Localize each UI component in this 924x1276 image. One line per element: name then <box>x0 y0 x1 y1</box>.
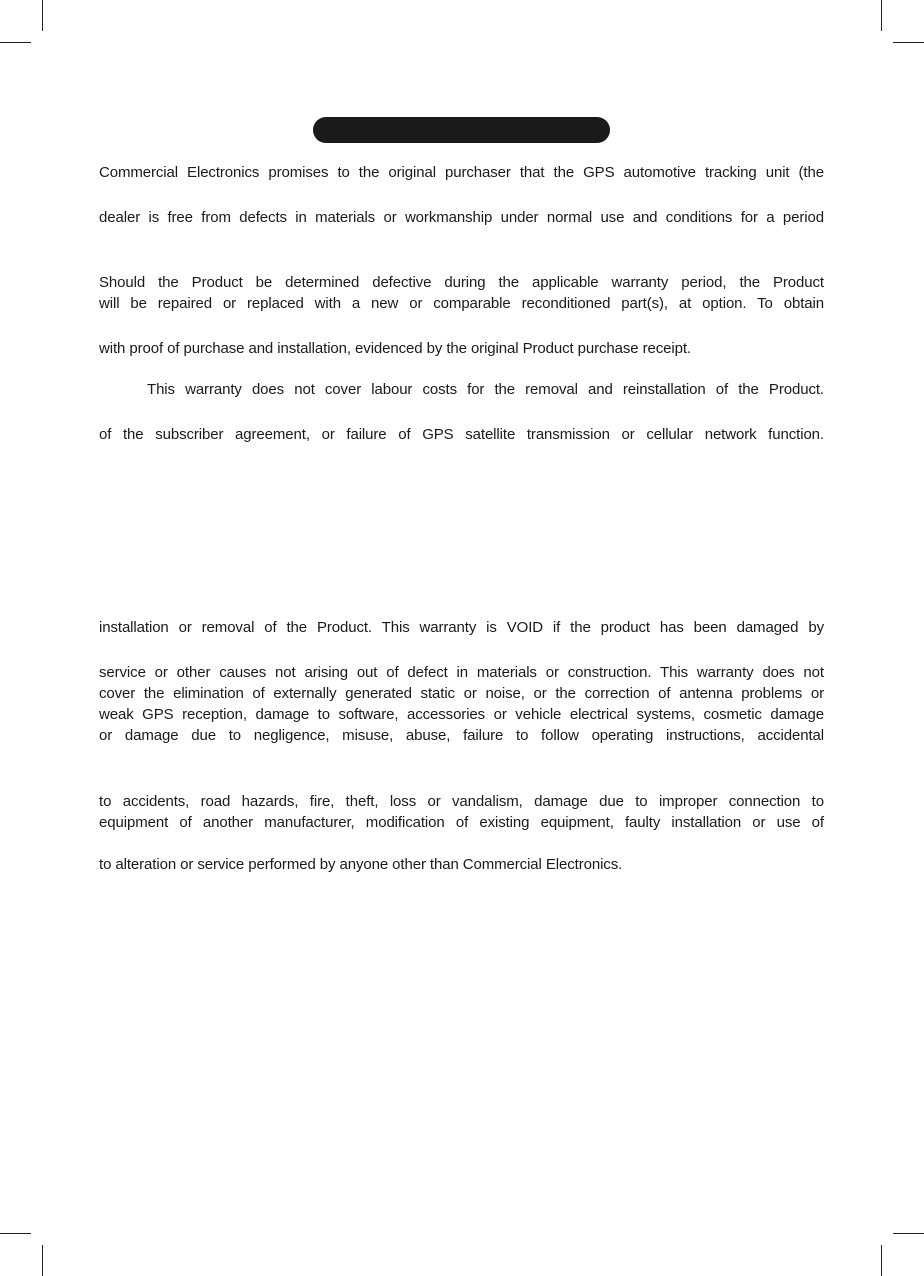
crop-mark <box>893 42 924 43</box>
warranty-text-line: to accidents, road hazards, fire, theft, loss or vandalism, damage due to improper connection to <box>99 793 824 810</box>
warranty-text-line: of the subscriber agreement, or failure of GPS satellite transmission or cellular network function. <box>99 426 824 443</box>
warranty-text-line: dealer is free from defects in materials or workmanship under normal use and conditions for a period <box>99 209 824 226</box>
warranty-text-line: cover the elimination of externally generated static or noise, or the correction of antenna problems or <box>99 685 824 702</box>
warranty-text-line: to alteration or service performed by anyone other than Commercial Electronics. <box>99 856 623 873</box>
warranty-text-line: Should the Product be determined defective during the applicable warranty period, the Product <box>99 274 824 291</box>
crop-mark <box>0 1233 31 1234</box>
warranty-text-line: equipment of another manufacturer, modification of existing equipment, faulty installation or use of <box>99 814 824 831</box>
warranty-text-line: Commercial Electronics promises to the original purchaser that the GPS automotive tracking unit (the <box>99 164 824 181</box>
crop-mark <box>0 42 31 43</box>
warranty-text-line: or damage due to negligence, misuse, abuse, failure to follow operating instructions, accidental <box>99 727 824 744</box>
warranty-text-line: service or other causes not arising out of defect in materials or construction. This warranty does not <box>99 664 824 681</box>
crop-mark <box>42 0 43 31</box>
crop-mark <box>881 0 882 31</box>
warranty-text-line: with proof of purchase and installation, evidenced by the original Product purchase receipt. <box>99 340 691 357</box>
crop-mark <box>42 1245 43 1276</box>
warranty-text-line: installation or removal of the Product. This warranty is VOID if the product has been damaged by <box>99 619 824 636</box>
crop-mark <box>881 1245 882 1276</box>
crop-mark <box>893 1233 924 1234</box>
warranty-text-line: will be repaired or replaced with a new or comparable reconditioned part(s), at option. To obtain <box>99 295 824 312</box>
heading-banner <box>313 117 610 143</box>
warranty-text-line: This warranty does not cover labour costs for the removal and reinstallation of the Product. <box>147 381 824 398</box>
warranty-text-line: weak GPS reception, damage to software, accessories or vehicle electrical systems, cosmetic damage <box>99 706 824 723</box>
